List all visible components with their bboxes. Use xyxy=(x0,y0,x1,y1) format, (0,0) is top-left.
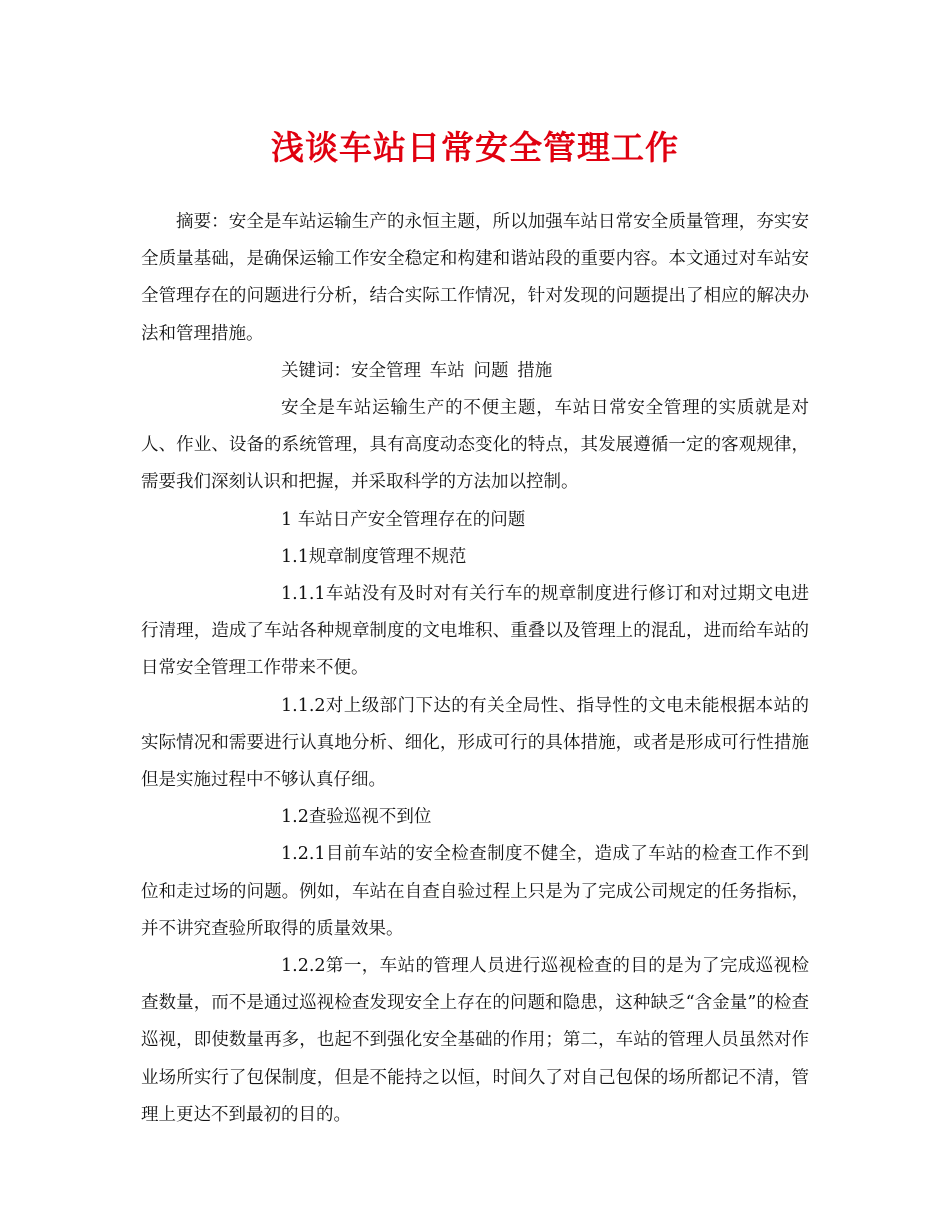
body-paragraph: 1.2.2第一，车站的管理人员进行巡视检查的目的是为了完成巡视检查数量，而不是通过巡视检查发现安全上存在的问题和隐患，这种缺乏“含金量”的检查巡视，即使数量再多，也起不到强化安全基础的作用；第二，车站的管理人员虽然对作业场所实行了包保制度，但是不能持之以恒，时间久了对自己包保的场所都记不清，管理上更达不到最初的目的。 xyxy=(141,956,809,1125)
keyword-item: 措施 xyxy=(517,360,553,381)
subsection-heading: 1.2查验巡视不到位 xyxy=(281,807,432,828)
body-paragraph: 1.1.1车站没有及时对有关行车的规章制度进行修订和对过期文电进行清理，造成了车站各种规章制度的文电堆积、重叠以及管理上的混乱，进而给车站的日常安全管理工作带来不便。 xyxy=(141,584,809,679)
keyword-item: 安全管理 xyxy=(351,360,421,381)
abstract-paragraph: 摘要：安全是车站运输生产的永恒主题，所以加强车站日常安全质量管理，夯实安全质量基础，是确保运输工作安全稳定和构建和谐站段的重要内容。本文通过对车站安全管理存在的问题进行分析，结合实际工作情况，针对发现的问题提出了相应的解决办法和管理措施。 xyxy=(141,212,809,344)
body-paragraph: 1.2.1目前车站的安全检查制度不健全，造成了车站的检查工作不到位和走过场的问题。例如，车站在自查自验过程上只是为了完成公司规定的任务指标，并不讲究查验所取得的质量效果。 xyxy=(141,844,809,939)
keyword-item: 问题 xyxy=(473,360,509,381)
body-paragraph: 安全是车站运输生产的不便主题，车站日常安全管理的实质就是对人、作业、设备的系统管理，具有高度动态变化的特点，其发展遵循一定的客观规律，需要我们深刻认识和把握，并采取科学的方法加以控制。 xyxy=(141,398,809,493)
body-paragraph: 1.1.2对上级部门下达的有关全局性、指导性的文电未能根据本站的实际情况和需要进行认真地分析、细化，形成可行的具体措施，或者是形成可行性措施但是实施过程中不够认真仔细。 xyxy=(141,695,809,791)
document-title: 浅谈车站日常安全管理工作 xyxy=(271,128,679,167)
subsection-heading: 1.1规章制度管理不规范 xyxy=(281,546,467,567)
keyword-item: 车站 xyxy=(429,360,465,381)
document-body xyxy=(141,204,809,1134)
keywords-line xyxy=(141,353,809,390)
keywords-label: 关键词： xyxy=(281,360,351,381)
section-heading: 1 车站日产安全管理存在的问题 xyxy=(281,509,526,530)
